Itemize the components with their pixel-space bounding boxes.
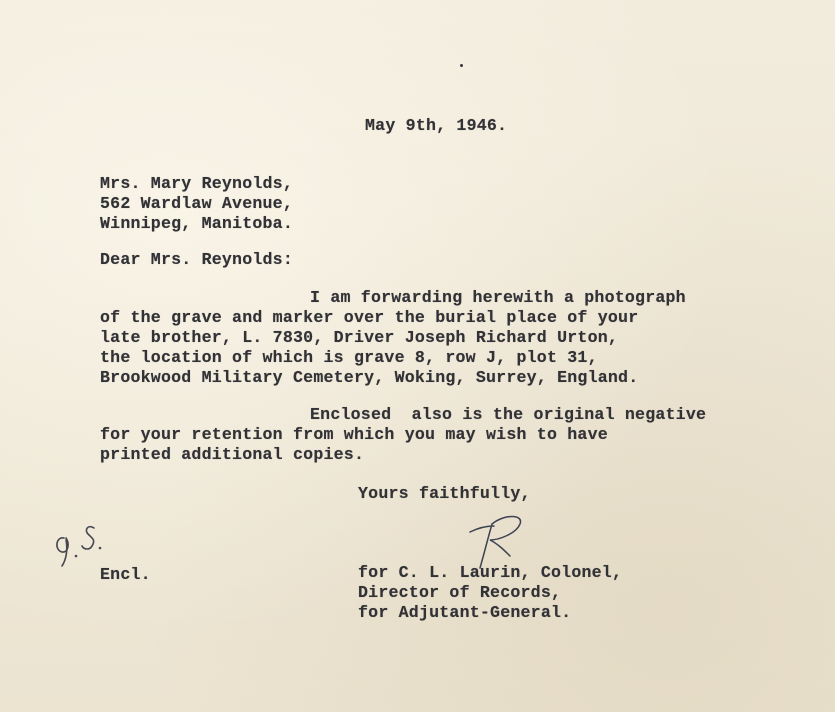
paragraph1-line: the location of which is grave 8, row J, plot 31, [100, 348, 598, 367]
paragraph1-line: I am forwarding herewith a photograph [310, 288, 686, 307]
paragraph2-line: for your retention from which you may wish to have [100, 425, 608, 444]
signature-line: Director of Records, [358, 583, 562, 602]
recipient-street: 562 Wardlaw Avenue, [100, 194, 293, 213]
closing: Yours faithfully, [358, 484, 531, 503]
paragraph1-line: of the grave and marker over the burial place of your [100, 308, 639, 327]
recipient-city: Winnipeg, Manitoba. [100, 214, 293, 233]
paragraph1-line: late brother, L. 7830, Driver Joseph Richard Urton, [100, 328, 619, 347]
ink-speck [460, 64, 463, 67]
letter-date: May 9th, 1946. [365, 116, 508, 135]
signature-line: for C. L. Laurin, Colonel, [358, 563, 623, 582]
paragraph2-line: printed additional copies. [100, 445, 365, 464]
salutation: Dear Mrs. Reynolds: [100, 250, 293, 269]
enclosure-note: Encl. [100, 565, 151, 584]
handwritten-initials [50, 510, 140, 570]
signature-line: for Adjutant-General. [358, 603, 572, 622]
recipient-name: Mrs. Mary Reynolds, [100, 174, 293, 193]
paragraph1-line: Brookwood Military Cemetery, Woking, Surrey, England. [100, 368, 639, 387]
paragraph2-line: Enclosed also is the original negative [310, 405, 707, 424]
signature [462, 510, 532, 570]
